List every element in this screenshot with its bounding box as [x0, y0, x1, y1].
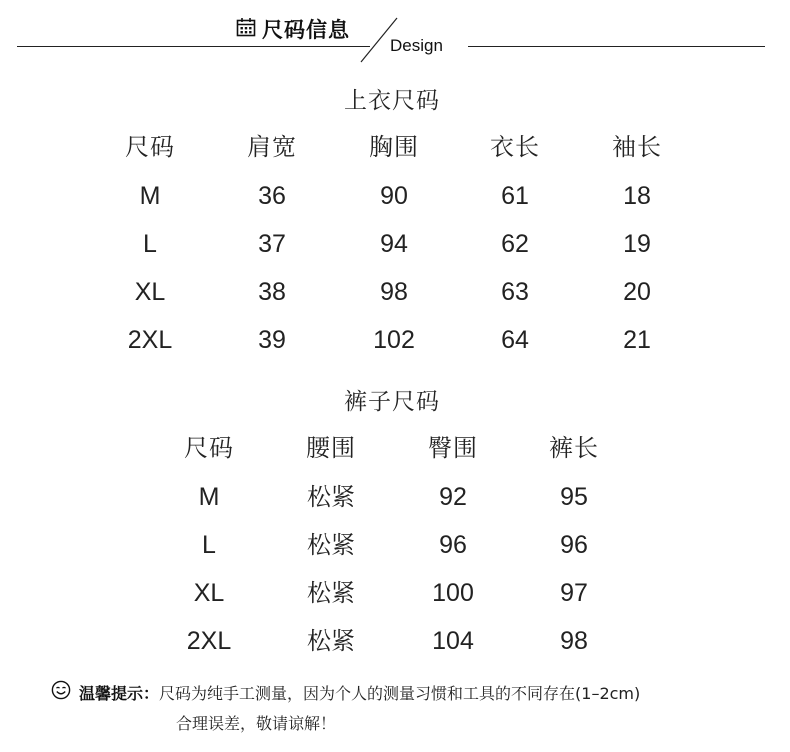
top-table-column-header: 尺码: [125, 133, 175, 161]
pants-table-cell: 95: [560, 483, 588, 511]
top-table-cell: 36: [258, 182, 286, 210]
pants-table-cell: 松紧: [307, 579, 355, 607]
pants-table-cell: 松紧: [307, 627, 355, 655]
pants-table-column-header: 裤长: [549, 434, 599, 462]
top-table-column-header: 胸围: [369, 133, 419, 161]
pants-table-cell: 96: [560, 531, 588, 559]
pants-table-column-header: 臀围: [428, 434, 478, 462]
pants-table-cell: 98: [560, 627, 588, 655]
header-rule-left: [17, 46, 370, 47]
top-table-cell: 63: [501, 278, 529, 306]
top-table-cell: L: [143, 230, 157, 258]
header-subtitle: Design: [390, 36, 443, 55]
top-table-cell: 20: [623, 278, 651, 306]
calendar-icon: [236, 17, 256, 41]
warm-tip-label: 温馨提示：: [79, 683, 160, 703]
top-table-cell: 18: [623, 182, 651, 210]
pants-size-title: 裤子尺码: [344, 389, 440, 415]
top-table-cell: 19: [623, 230, 651, 258]
top-table-cell: 62: [501, 230, 529, 258]
header-title-group: [236, 14, 350, 44]
pants-table-cell: 96: [439, 531, 467, 559]
pants-table-cell: 97: [560, 579, 588, 607]
top-table-column-header: 衣长: [490, 133, 540, 161]
pants-table-cell: 92: [439, 483, 467, 511]
top-table-cell: XL: [134, 278, 166, 306]
pants-table-cell: M: [198, 483, 220, 511]
pants-table-cell: 松紧: [307, 531, 355, 559]
top-table-cell: 39: [258, 326, 286, 354]
pants-table-cell: 100: [432, 579, 474, 607]
top-table-column-header: 袖长: [612, 133, 662, 161]
top-table-cell: 64: [501, 326, 529, 354]
top-table-cell: 90: [380, 182, 408, 210]
pants-table-cell: XL: [193, 579, 225, 607]
pants-table-column-header: 腰围: [306, 434, 356, 462]
top-table-cell: 98: [380, 278, 408, 306]
warm-tip: [51, 680, 640, 704]
top-table-column-header: 肩宽: [247, 133, 297, 161]
top-table-cell: 61: [501, 182, 529, 210]
top-size-title: 上衣尺码: [344, 88, 440, 114]
pants-table-cell: 松紧: [307, 483, 355, 511]
smiley-icon: [51, 680, 71, 704]
top-table-cell: M: [139, 182, 161, 210]
pants-table-cell: 2XL: [186, 627, 232, 655]
warm-tip-line1: 尺码为纯手工测量，因为个人的测量习惯和工具的不同存在(1–2cm): [159, 683, 641, 703]
top-table-cell: 38: [258, 278, 286, 306]
size-info-header: [0, 0, 790, 70]
top-table-cell: 94: [380, 230, 408, 258]
top-table-cell: 21: [623, 326, 651, 354]
pants-table-column-header: 尺码: [184, 434, 234, 462]
pants-table-cell: 104: [432, 627, 474, 655]
header-rule-right: [468, 46, 765, 47]
warm-tip-line2: 合理误差，敬请谅解！: [176, 714, 337, 733]
page-title: 尺码信息: [262, 18, 350, 42]
top-table-cell: 37: [258, 230, 286, 258]
top-table-cell: 102: [373, 326, 415, 354]
pants-table-cell: L: [202, 531, 216, 559]
top-table-cell: 2XL: [127, 326, 173, 354]
